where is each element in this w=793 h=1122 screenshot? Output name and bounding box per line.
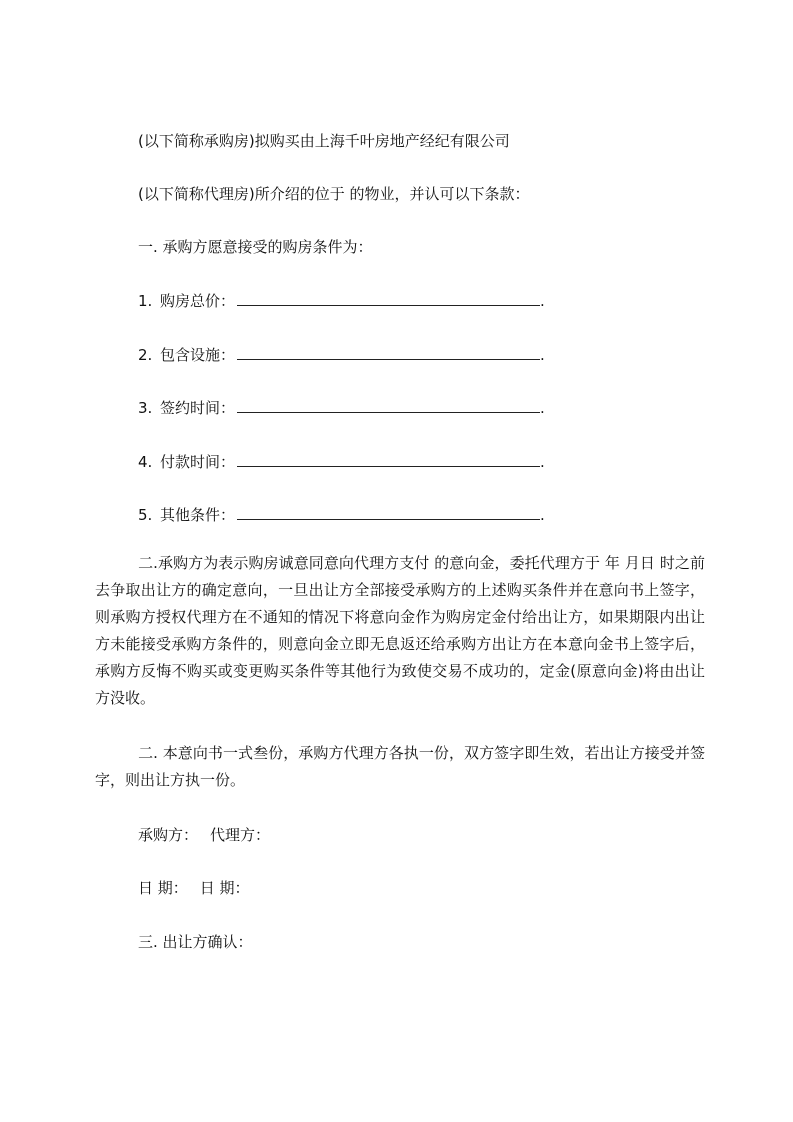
section-3-text: 二. 本意向书一式叁份，承购方代理方各执一份，双方签字即生效，若出让方接受并签字，则出让方执一份。	[95, 744, 705, 789]
item-number: 4.	[138, 453, 153, 471]
condition-item-facilities	[138, 345, 545, 365]
item-label: 付款时间：	[160, 453, 236, 471]
item-label: 其他条件：	[160, 506, 236, 524]
condition-item-signing-time	[138, 398, 545, 418]
item-label: 购房总价：	[160, 292, 236, 310]
intro-line-2: (以下简称代理房)所介绍的位于 的物业，并认可以下条款：	[138, 185, 530, 203]
item-number: 5.	[138, 506, 153, 524]
signature-parties-line	[138, 825, 270, 845]
section-4-heading: 三. 出让方确认：	[138, 933, 253, 951]
section-3-paragraph	[95, 740, 705, 794]
fill-in-blank[interactable]	[237, 398, 540, 413]
fill-in-blank[interactable]	[237, 505, 540, 520]
agent-label: 代理方：	[210, 826, 271, 844]
item-end: .	[540, 292, 545, 310]
item-end: .	[540, 346, 545, 364]
fill-in-blank[interactable]	[237, 291, 540, 306]
item-number: 2.	[138, 346, 153, 364]
item-number: 3.	[138, 399, 153, 417]
signature-dates-line	[138, 878, 250, 898]
item-label: 包含设施：	[160, 346, 236, 364]
fill-in-blank[interactable]	[237, 452, 540, 467]
section-2-text: 二.承购方为表示购房诚意同意向代理方支付 的意向金，委托代理方于 年 月日 时之前去争取出让方的确定意向，一旦出让方全部接受承购方的上述购买条件并在意向书上签字，则承购方授权代理方在不通知的情况下将意向金作为购房定金付给出让方，如果期限内出让方未能接受承购方条件的，则意向金立即无息返还给承购方出让方在本意向金书上签字后，承购方反悔不购买或变更购买条件等其他行为致使交易不成功的，定金(原意向金)将由出让方没收。	[95, 554, 705, 707]
intro-line-1: (以下简称承购房)拟购买由上海千叶房地产经纪有限公司	[138, 132, 510, 150]
item-end: .	[540, 453, 545, 471]
section-2-paragraph	[95, 550, 705, 712]
item-number: 1.	[138, 292, 153, 310]
buyer-label: 承购方：	[138, 826, 199, 844]
date-label-buyer: 日 期：	[138, 879, 188, 897]
fill-in-blank[interactable]	[237, 345, 540, 360]
condition-item-payment-time	[138, 452, 545, 472]
date-label-agent: 日 期：	[199, 879, 250, 897]
item-end: .	[540, 506, 545, 524]
item-end: .	[540, 399, 545, 417]
section-1-heading: 一. 承购方愿意接受的购房条件为：	[138, 238, 373, 256]
item-label: 签约时间：	[160, 399, 236, 417]
condition-item-total-price	[138, 291, 545, 311]
condition-item-other	[138, 505, 545, 525]
